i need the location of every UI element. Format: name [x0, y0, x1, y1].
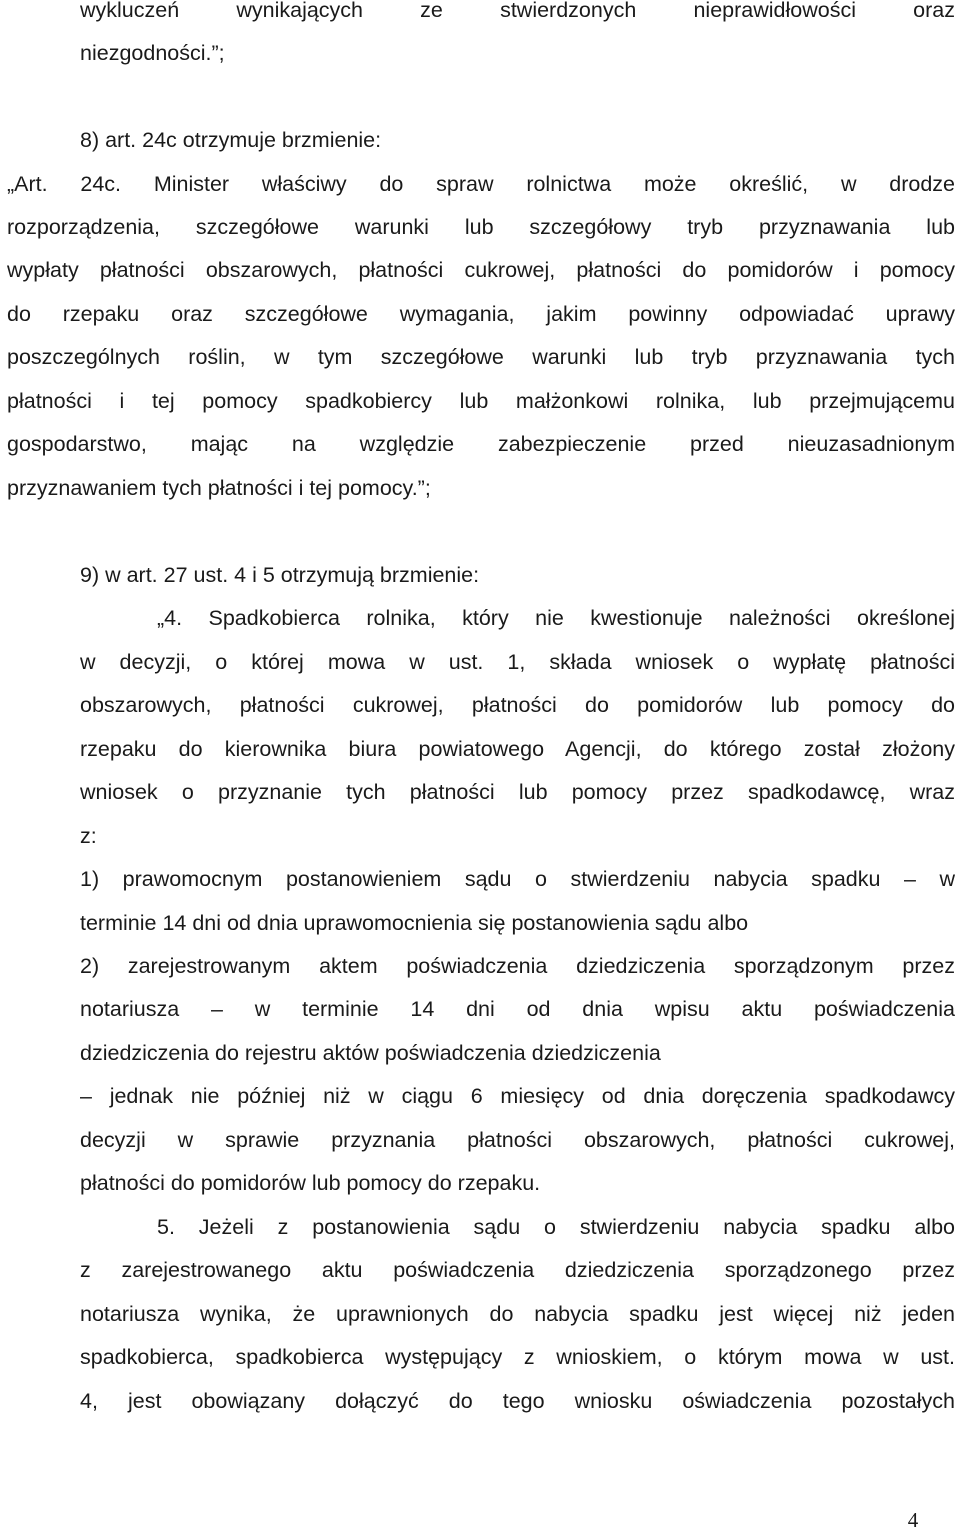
- text-line: przyznawaniem tych płatności i tej pomocy.”;: [7, 476, 431, 500]
- text-line: – jednak nie później niż w ciągu 6 miesięcy od dnia doręczenia spadkodawcy: [80, 1084, 955, 1108]
- text-line: dziedziczenia do rejestru aktów poświadczenia dziedziczenia: [80, 1041, 661, 1065]
- text-line: 1) prawomocnym postanowieniem sądu o stwierdzeniu nabycia spadku – w: [80, 867, 955, 891]
- text-line: „4. Spadkobierca rolnika, który nie kwestionuje należności określonej: [157, 606, 955, 630]
- text-line: rozporządzenia, szczegółowe warunki lub szczegółowy tryb przyznawania lub: [7, 215, 955, 239]
- text-line: wniosek o przyznanie tych płatności lub pomocy przez spadkodawcę, wraz: [80, 780, 955, 804]
- text-line: „Art. 24c. Minister właściwy do spraw rolnictwa może określić, w drodze: [7, 172, 955, 196]
- text-line: niezgodności.”;: [80, 41, 225, 65]
- text-line: z:: [80, 824, 97, 848]
- text-line: z zarejestrowanego aktu poświadczenia dziedziczenia sporządzonego przez: [80, 1258, 955, 1282]
- page-number: 4: [907, 1508, 919, 1532]
- text-line: wypłaty płatności obszarowych, płatności cukrowej, płatności do pomidorów i pomocy: [7, 258, 955, 282]
- text-line: spadkobierca, spadkobierca występujący z wnioskiem, o którym mowa w ust.: [80, 1345, 955, 1369]
- text-line: decyzji w sprawie przyznania płatności obszarowych, płatności cukrowej,: [80, 1128, 955, 1152]
- text-line: 4, jest obowiązany dołączyć do tego wniosku oświadczenia pozostałych: [80, 1389, 955, 1413]
- text-line: rzepaku do kierownika biura powiatowego Agencji, do którego został złożony: [80, 737, 955, 761]
- item-8-heading: 8) art. 24c otrzymuje brzmienie:: [80, 128, 382, 152]
- item-9-heading: 9) w art. 27 ust. 4 i 5 otrzymują brzmienie:: [80, 563, 480, 587]
- text-line: poszczególnych roślin, w tym szczegółowe warunki lub tryb przyznawania tych: [7, 345, 955, 369]
- text-line: wykluczeń wynikających ze stwierdzonych nieprawidłowości oraz: [80, 0, 955, 22]
- text-line: w decyzji, o której mowa w ust. 1, składa wniosek o wypłatę płatności: [80, 650, 955, 674]
- text-line: notariusza wynika, że uprawnionych do nabycia spadku jest więcej niż jeden: [80, 1302, 955, 1326]
- text-line: obszarowych, płatności cukrowej, płatności do pomidorów lub pomocy do: [80, 693, 955, 717]
- text-line: 2) zarejestrowanym aktem poświadczenia dziedziczenia sporządzonym przez: [80, 954, 955, 978]
- text-line: do rzepaku oraz szczegółowe wymagania, jakim powinny odpowiadać uprawy: [7, 302, 955, 326]
- text-line: terminie 14 dni od dnia uprawomocnienia się postanowienia sądu albo: [80, 911, 749, 935]
- text-line: gospodarstwo, mając na względzie zabezpieczenie przed nieuzasadnionym: [7, 432, 955, 456]
- text-line: płatności i tej pomocy spadkobiercy lub małżonkowi rolnika, lub przejmującemu: [7, 389, 955, 413]
- text-line: płatności do pomidorów lub pomocy do rzepaku.: [80, 1171, 541, 1195]
- text-line: notariusza – w terminie 14 dni od dnia wpisu aktu poświadczenia: [80, 997, 955, 1021]
- text-line: 5. Jeżeli z postanowienia sądu o stwierdzeniu nabycia spadku albo: [157, 1215, 955, 1239]
